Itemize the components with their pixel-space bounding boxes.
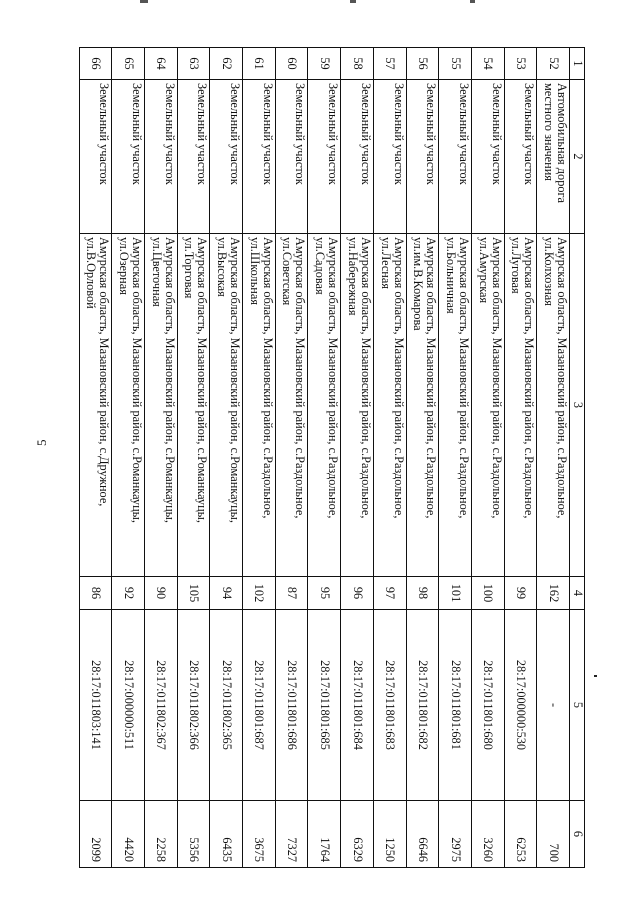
table-row (341, 48, 374, 868)
cadastral-number: 28:17:011801:682 (406, 610, 439, 801)
object-type: Земельный участок (373, 80, 406, 234)
cadastral-number: 28:17:011801:685 (308, 610, 341, 801)
cadastral-number: 28:17:011802:365 (210, 610, 243, 801)
stray-mark (594, 675, 597, 677)
object-value: 6329 (341, 801, 374, 868)
object-value: 1764 (308, 801, 341, 868)
cadastral-number: 28:17:011801:683 (373, 610, 406, 801)
object-address: Амурская область, Мазановский район, с.Раздольное, ул.Луговая (504, 234, 537, 577)
object-code: 92 (112, 577, 145, 610)
cadastral-number: 28:17:011802:367 (145, 610, 178, 801)
row-number: 58 (341, 48, 374, 80)
object-address: Амурская область, Мазановский район, с.Романкауцы, ул.Цветочная (145, 234, 178, 577)
table-row (79, 48, 112, 868)
row-number: 60 (275, 48, 308, 80)
header-cell: 4 (570, 577, 585, 610)
cadastral-number: 28:17:000000:511 (112, 610, 145, 801)
row-number: 63 (177, 48, 210, 80)
object-type: Земельный участок (406, 80, 439, 234)
table-row (504, 48, 537, 868)
row-number: 59 (308, 48, 341, 80)
cadastral-number: 28:17:011801:687 (243, 610, 276, 801)
object-value: 7327 (275, 801, 308, 868)
row-number: 66 (79, 48, 112, 80)
table-row (112, 48, 145, 868)
object-value: 6435 (210, 801, 243, 868)
object-type: Земельный участок (341, 80, 374, 234)
table-row (439, 48, 472, 868)
object-type: Земельный участок (177, 80, 210, 234)
table-row (406, 48, 439, 868)
object-code: 102 (243, 577, 276, 610)
object-type: Земельный участок (275, 80, 308, 234)
table-row (308, 48, 341, 868)
scan-mark (350, 0, 356, 3)
object-code: 95 (308, 577, 341, 610)
table-row (210, 48, 243, 868)
object-address: Амурская область, Мазановский район, с.Романкауцы, ул.Высокая (210, 234, 243, 577)
header-cell: 3 (570, 234, 585, 577)
object-address: Амурская область, Мазановский район, с.Романкауцы, ул.Озерная (112, 234, 145, 577)
object-code: 98 (406, 577, 439, 610)
object-address: Амурская область, Мазановский район, с.Раздольное, ул.Лесная (373, 234, 406, 577)
table-row (373, 48, 406, 868)
header-cell: 1 (570, 48, 585, 80)
object-type: Земельный участок (112, 80, 145, 234)
row-number: 64 (145, 48, 178, 80)
scan-mark (470, 0, 475, 3)
row-number: 65 (112, 48, 145, 80)
object-type: Земельный участок (243, 80, 276, 234)
object-type: Земельный участок (471, 80, 504, 234)
object-value: 2975 (439, 801, 472, 868)
object-address: Амурская область, Мазановский район, с.Раздольное, ул.Садовая (308, 234, 341, 577)
header-cell: 2 (570, 80, 585, 234)
cadastral-number: 28:17:011801:680 (471, 610, 504, 801)
object-value: 700 (537, 801, 570, 868)
cadastral-number: 28:17:000000:530 (504, 610, 537, 801)
object-code: 97 (373, 577, 406, 610)
object-value: 6646 (406, 801, 439, 868)
header-cell: 6 (570, 801, 585, 868)
object-value: 3260 (471, 801, 504, 868)
row-number: 62 (210, 48, 243, 80)
object-type: Земельный участок (210, 80, 243, 234)
object-value: 3675 (243, 801, 276, 868)
cadastral-number: 28:17:011801:686 (275, 610, 308, 801)
cadastral-number: 28:17:011801:684 (341, 610, 374, 801)
object-value: 4420 (112, 801, 145, 868)
object-value: 2099 (79, 801, 112, 868)
object-code: 99 (504, 577, 537, 610)
object-address: Амурская область, Мазановский район, с.Романкауцы, ул.Торговая (177, 234, 210, 577)
object-type: Земельный участок (439, 80, 472, 234)
header-cell: 5 (570, 610, 585, 801)
row-number: 52 (537, 48, 570, 80)
object-code: 162 (537, 577, 570, 610)
object-code: 86 (79, 577, 112, 610)
object-address: Амурская область, Мазановский район, с.Раздольное, ул.Колхозная (537, 234, 570, 577)
object-address: Амурская область, Мазановский район, с.Раздольное, ул.Амурская (471, 234, 504, 577)
table-row (471, 48, 504, 868)
object-type: Земельный участок (504, 80, 537, 234)
cadastral-number: 28:17:011803:141 (79, 610, 112, 801)
cadastral-number: 28:17:011802:366 (177, 610, 210, 801)
object-code: 94 (210, 577, 243, 610)
table-row (243, 48, 276, 868)
object-address: Амурская область, Мазановский район, с.Дружное, ул.В.Орловой (79, 234, 112, 577)
object-code: 90 (145, 577, 178, 610)
object-value: 2258 (145, 801, 178, 868)
table-header-row (570, 48, 585, 868)
object-address: Амурская область, Мазановский район, с.Раздольное, ул.Советская (275, 234, 308, 577)
property-table (79, 47, 585, 868)
object-value: 6253 (504, 801, 537, 868)
object-code: 96 (341, 577, 374, 610)
row-number: 54 (471, 48, 504, 80)
object-code: 101 (439, 577, 472, 610)
object-type: Земельный участок (308, 80, 341, 234)
object-address: Амурская область, Мазановский район, с.Раздольное, ул.Школьная (243, 234, 276, 577)
scan-mark (140, 0, 148, 3)
object-code: 105 (177, 577, 210, 610)
row-number: 56 (406, 48, 439, 80)
object-address: Амурская область, Мазановский район, с.Раздольное, ул.им.В.Комарова (406, 234, 439, 577)
table-row (537, 48, 570, 868)
object-type: Земельный участок (79, 80, 112, 234)
object-type: Земельный участок (145, 80, 178, 234)
object-value: 5356 (177, 801, 210, 868)
object-value: 1250 (373, 801, 406, 868)
table-row (145, 48, 178, 868)
object-address: Амурская область, Мазановский район, с.Раздольное, ул.Набережная (341, 234, 374, 577)
object-code: 100 (471, 577, 504, 610)
cadastral-number: 28:17:011801:681 (439, 610, 472, 801)
object-code: 87 (275, 577, 308, 610)
rotated-table-wrapper (80, 47, 585, 867)
row-number: 57 (373, 48, 406, 80)
table-row (177, 48, 210, 868)
row-number: 53 (504, 48, 537, 80)
row-number: 55 (439, 48, 472, 80)
cadastral-number: - (537, 610, 570, 801)
object-address: Амурская область, Мазановский район, с.Раздольное, ул.Больничная (439, 234, 472, 577)
object-type: Автомобильная дорога местного значения (537, 80, 570, 234)
page-number: 5 (34, 439, 49, 446)
table-row (275, 48, 308, 868)
row-number: 61 (243, 48, 276, 80)
